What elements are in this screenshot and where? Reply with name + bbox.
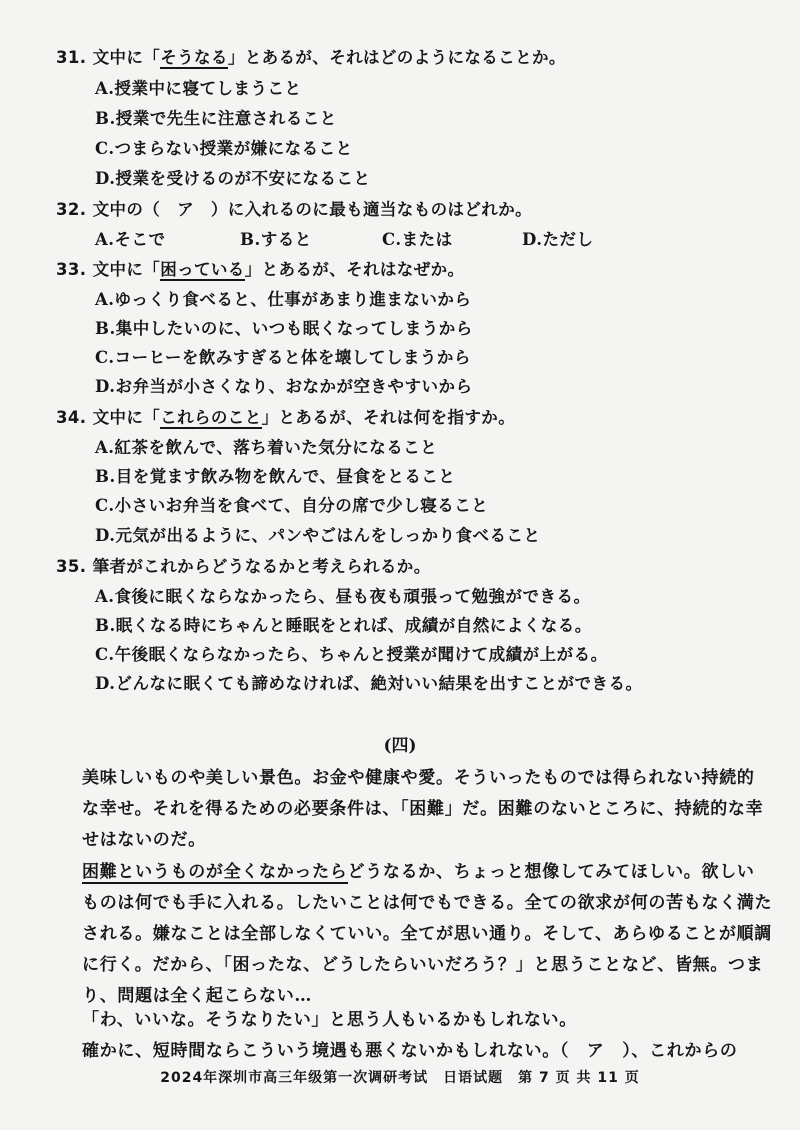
question-number: 33. bbox=[56, 260, 87, 279]
underlined-phrase: 困っている bbox=[160, 260, 245, 279]
question-number: 32. bbox=[56, 200, 87, 219]
option-32-c: C.または bbox=[382, 230, 453, 249]
option-31-c: C.つまらない授業が嫌になること bbox=[95, 139, 353, 158]
option-32-a: A.そこで bbox=[95, 230, 166, 249]
option-33-b: B.集中したいのに、いつも眠くなってしまうから bbox=[95, 319, 473, 338]
option-33-c: C.コーヒーを飲みすぎると体を壊してしまうから bbox=[95, 348, 471, 367]
question-31: 31. 文中に「そうなる」とあるが、それはどのようになることか。 bbox=[56, 48, 566, 67]
option-32-b: B.すると bbox=[240, 230, 312, 249]
option-34-c: C.小さいお弁当を食べて、自分の席で少し寝ること bbox=[95, 496, 489, 515]
option-31-a: A.授業中に寝てしまうこと bbox=[95, 79, 302, 98]
option-31-b: B.授業で先生に注意されること bbox=[95, 109, 337, 128]
page-footer: 2024年深圳市高三年级第一次调研考试 日语试题 第 7 页 共 11 页 bbox=[160, 1070, 640, 1086]
passage-line: 確かに、短時間ならこういう境遇も悪くないかもしれない。（ ア ）、これからの bbox=[82, 1041, 738, 1061]
question-35: 35. 筆者がこれからどうなるかと考えられるか。 bbox=[56, 557, 431, 576]
passage-line: に行く。だから、「困ったな、どうしたらいいだろう？」と思うことなど、皆無。つま bbox=[82, 955, 764, 975]
options-32 bbox=[0, 226, 800, 248]
question-33: 33. 文中に「困っている」とあるが、それはなぜか。 bbox=[56, 260, 465, 279]
passage-line: 困難というものが全くなかったらどうなるか、ちょっと想像してみてほしい。欲しい bbox=[82, 862, 755, 882]
option-33-d: D.お弁当が小さくなり、おなかが空きやすいから bbox=[95, 377, 473, 396]
passage-line: される。嫌なことは全部しなくていい。全てが思い通り。そして、あらゆることが順調 bbox=[82, 924, 772, 944]
option-31-d: D.授業を受けるのが不安になること bbox=[95, 169, 371, 188]
underlined-phrase: これらのこと bbox=[160, 408, 262, 427]
underlined-phrase: そうなる bbox=[160, 48, 228, 67]
option-35-d: D.どんなに眠くても諦めなければ、絶対いい結果を出すことができる。 bbox=[95, 674, 643, 693]
passage-line: な幸せ。それを得るための必要条件は、「困難」だ。困難のないところに、持続的な幸 bbox=[82, 799, 764, 819]
question-32: 32. 文中の（ ア ）に入れるのに最も適当なものはどれか。 bbox=[56, 200, 532, 219]
passage-line: ものは何でも手に入れる。したいことは何でもできる。全ての欲求が何の苦もなく満た bbox=[82, 893, 773, 913]
question-34: 34. 文中に「これらのこと」とあるが、それは何を指すか。 bbox=[56, 408, 516, 427]
option-34-a: A.紅茶を飲んで、落ち着いた気分になること bbox=[95, 438, 438, 457]
underlined-phrase: 困難というものが全くなかったら bbox=[82, 862, 348, 882]
option-34-b: B.目を覚ます飲み物を飲んで、昼食をとること bbox=[95, 467, 456, 486]
option-35-b: B.眠くなる時にちゃんと睡眠をとれば、成績が自然によくなる。 bbox=[95, 616, 592, 635]
passage-line: り、問題は全く起こらない… bbox=[82, 986, 313, 1006]
passage-line: 美味しいものや美しい景色。お金や健康や愛。そういったものでは得られない持続的 bbox=[82, 768, 755, 788]
passage-line: せはないのだ。 bbox=[82, 830, 206, 850]
option-33-a: A.ゆっくり食べると、仕事があまり進まないから bbox=[95, 290, 472, 309]
section-title: (四) bbox=[383, 736, 417, 756]
option-35-a: A.食後に眠くならなかったら、昼も夜も頑張って勉強ができる。 bbox=[95, 587, 591, 606]
passage-line: 「わ、いいな。そうなりたい」と思う人もいるかもしれない。 bbox=[82, 1010, 577, 1030]
option-34-d: D.元気が出るように、パンやごはんをしっかり食べること bbox=[95, 526, 541, 545]
question-number: 34. bbox=[56, 408, 87, 427]
option-35-c: C.午後眠くならなかったら、ちゃんと授業が聞けて成績が上がる。 bbox=[95, 645, 608, 664]
question-number: 31. bbox=[56, 48, 87, 67]
option-32-d: D.ただし bbox=[522, 230, 594, 249]
question-number: 35. bbox=[56, 557, 87, 576]
